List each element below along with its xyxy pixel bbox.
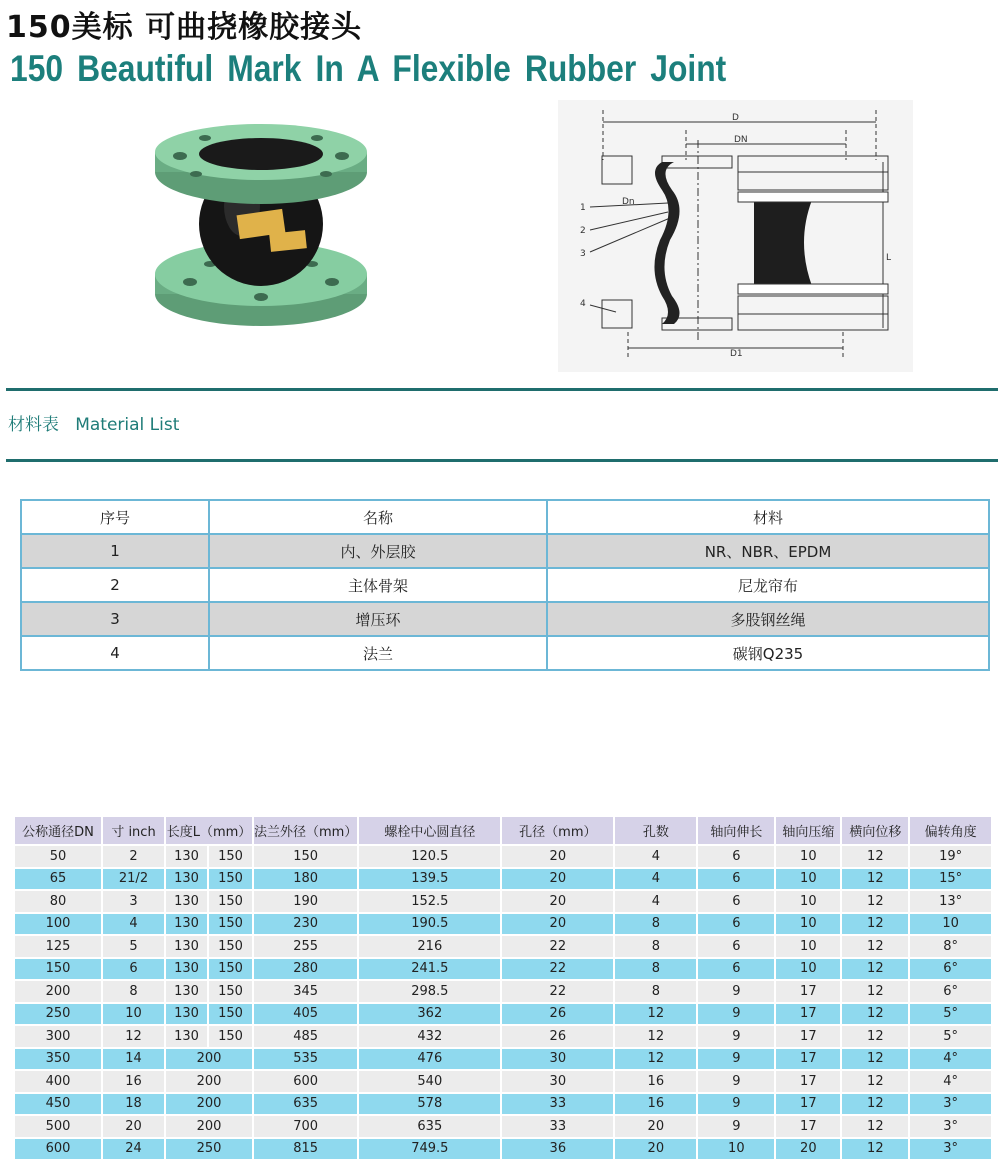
label-part-4: 4 — [580, 299, 586, 309]
table-cell: 法兰 — [209, 636, 547, 670]
table-cell: 3 — [21, 602, 209, 636]
table-row — [21, 636, 989, 670]
table-cell: 6 — [102, 958, 165, 981]
table-cell: 6 — [697, 958, 775, 981]
table-row — [14, 1003, 992, 1026]
table-cell: 150 — [208, 868, 253, 891]
table-cell: 300 — [14, 1025, 102, 1048]
spec-table — [13, 815, 993, 1161]
table-cell: 18 — [102, 1093, 165, 1116]
table-cell: 9 — [697, 1003, 775, 1026]
table-cell: 578 — [358, 1093, 501, 1116]
table-cell: 405 — [253, 1003, 358, 1026]
divider-top — [6, 388, 998, 391]
table-cell: 200 — [165, 1115, 253, 1138]
table-cell: 4 — [102, 913, 165, 936]
table-cell: 5 — [102, 935, 165, 958]
table-row — [14, 958, 992, 981]
table-cell: 190 — [253, 890, 358, 913]
table-cell: 152.5 — [358, 890, 501, 913]
table-cell: 150 — [208, 845, 253, 868]
table-cell: 8 — [614, 913, 697, 936]
label-part-1: 1 — [580, 203, 586, 213]
table-cell: 476 — [358, 1048, 501, 1071]
table-cell: 350 — [14, 1048, 102, 1071]
table-cell: 10 — [775, 935, 841, 958]
table-row — [14, 1025, 992, 1048]
table-cell: 150 — [208, 935, 253, 958]
table-cell: 150 — [208, 1025, 253, 1048]
table-cell: 6 — [697, 913, 775, 936]
table-cell: 主体骨架 — [209, 568, 547, 602]
table-cell: 150 — [14, 958, 102, 981]
table-cell: 12 — [614, 1003, 697, 1026]
table-cell: 9 — [697, 1025, 775, 1048]
table-cell: 130 — [165, 890, 208, 913]
table-cell: 12 — [841, 1025, 909, 1048]
table-cell: 150 — [208, 958, 253, 981]
table-cell: 250 — [14, 1003, 102, 1026]
table-cell: 13° — [909, 890, 992, 913]
table-cell: 4 — [614, 845, 697, 868]
table-cell: 10 — [775, 913, 841, 936]
table-cell: 多股钢丝绳 — [547, 602, 989, 636]
spec-header: 长度L（mm） — [165, 816, 253, 845]
table-cell: 20 — [501, 868, 614, 891]
table-cell: 12 — [841, 1048, 909, 1071]
table-cell: 17 — [775, 1115, 841, 1138]
material-header: 材料 — [547, 500, 989, 534]
table-cell: 3° — [909, 1138, 992, 1161]
table-cell: 815 — [253, 1138, 358, 1161]
table-cell: 17 — [775, 1048, 841, 1071]
table-cell: 8 — [102, 980, 165, 1003]
table-cell: 4 — [614, 868, 697, 891]
table-cell: 尼龙帘布 — [547, 568, 989, 602]
table-cell: 700 — [253, 1115, 358, 1138]
table-cell: 250 — [165, 1138, 253, 1161]
page-title-en: 150 Beautiful Mark In A Flexible Rubber Joint — [10, 48, 727, 89]
divider-bottom — [6, 459, 998, 462]
table-cell: 24 — [102, 1138, 165, 1161]
table-row — [14, 980, 992, 1003]
table-cell: 3° — [909, 1115, 992, 1138]
table-cell: 400 — [14, 1070, 102, 1093]
table-cell: 10 — [775, 845, 841, 868]
table-cell: 600 — [253, 1070, 358, 1093]
table-cell: 150 — [253, 845, 358, 868]
table-cell: 10 — [909, 913, 992, 936]
product-photo — [150, 124, 372, 334]
table-cell: 21/2 — [102, 868, 165, 891]
table-cell: 6° — [909, 958, 992, 981]
table-cell: 22 — [501, 958, 614, 981]
table-cell: 30 — [501, 1048, 614, 1071]
table-cell: 130 — [165, 935, 208, 958]
table-cell: 8 — [614, 935, 697, 958]
table-cell: 150 — [208, 1003, 253, 1026]
table-cell: 10 — [775, 958, 841, 981]
table-cell: 485 — [253, 1025, 358, 1048]
table-cell: 12 — [102, 1025, 165, 1048]
table-cell: 200 — [165, 1070, 253, 1093]
table-cell: 9 — [697, 1115, 775, 1138]
table-cell: 17 — [775, 980, 841, 1003]
table-cell: 26 — [501, 1003, 614, 1026]
table-cell: 2 — [21, 568, 209, 602]
table-cell: 10 — [102, 1003, 165, 1026]
table-cell: 19° — [909, 845, 992, 868]
table-cell: 130 — [165, 1025, 208, 1048]
table-cell: 12 — [614, 1048, 697, 1071]
table-cell: 540 — [358, 1070, 501, 1093]
label-d1: D1 — [730, 349, 743, 359]
material-header-row — [21, 500, 989, 534]
table-cell: 20 — [501, 845, 614, 868]
table-cell: 230 — [253, 913, 358, 936]
label-part-3: 3 — [580, 249, 586, 259]
table-cell: 6 — [697, 890, 775, 913]
table-cell: 17 — [775, 1070, 841, 1093]
table-row — [14, 1070, 992, 1093]
table-cell: 2 — [102, 845, 165, 868]
table-cell: 12 — [841, 1093, 909, 1116]
table-cell: 130 — [165, 1003, 208, 1026]
spec-header: 法兰外径（mm） — [253, 816, 358, 845]
table-cell: 26 — [501, 1025, 614, 1048]
spec-header: 螺栓中心圆直径 — [358, 816, 501, 845]
material-header: 序号 — [21, 500, 209, 534]
table-cell: 450 — [14, 1093, 102, 1116]
table-cell: 635 — [358, 1115, 501, 1138]
table-cell: 120.5 — [358, 845, 501, 868]
table-cell: 16 — [614, 1093, 697, 1116]
table-cell: 125 — [14, 935, 102, 958]
spec-header: 横向位移 — [841, 816, 909, 845]
table-cell: 150 — [208, 980, 253, 1003]
table-row — [14, 868, 992, 891]
table-cell: 10 — [775, 868, 841, 891]
spec-header: 孔数 — [614, 816, 697, 845]
table-cell: 535 — [253, 1048, 358, 1071]
label-dn-small: Dn — [622, 197, 635, 207]
table-cell: 130 — [165, 913, 208, 936]
label-dn: DN — [734, 135, 748, 145]
table-cell: 150 — [208, 890, 253, 913]
table-cell: 5° — [909, 1025, 992, 1048]
table-cell: 298.5 — [358, 980, 501, 1003]
spec-header: 公称通径DN — [14, 816, 102, 845]
table-cell: 200 — [14, 980, 102, 1003]
table-cell: 130 — [165, 845, 208, 868]
table-cell: 22 — [501, 935, 614, 958]
table-cell: 17 — [775, 1003, 841, 1026]
table-cell: 20 — [501, 913, 614, 936]
table-cell: 9 — [697, 1070, 775, 1093]
table-cell: 65 — [14, 868, 102, 891]
table-cell: 362 — [358, 1003, 501, 1026]
table-cell: 8 — [614, 980, 697, 1003]
table-cell: 36 — [501, 1138, 614, 1161]
table-cell: 12 — [841, 890, 909, 913]
table-row — [14, 1115, 992, 1138]
table-cell: 6 — [697, 868, 775, 891]
table-cell: 12 — [841, 935, 909, 958]
table-cell: 9 — [697, 1093, 775, 1116]
table-row — [14, 935, 992, 958]
table-cell: 200 — [165, 1093, 253, 1116]
table-cell: 241.5 — [358, 958, 501, 981]
table-cell: 22 — [501, 980, 614, 1003]
table-cell: 4° — [909, 1048, 992, 1071]
table-cell: 749.5 — [358, 1138, 501, 1161]
table-cell: 80 — [14, 890, 102, 913]
table-cell: 6 — [697, 845, 775, 868]
table-cell: 内、外层胶 — [209, 534, 547, 568]
table-cell: 345 — [253, 980, 358, 1003]
table-cell: 600 — [14, 1138, 102, 1161]
table-cell: 12 — [841, 868, 909, 891]
label-part-2: 2 — [580, 226, 586, 236]
table-row — [14, 1093, 992, 1116]
table-cell: 20 — [614, 1138, 697, 1161]
table-cell: 33 — [501, 1093, 614, 1116]
table-cell: 12 — [841, 1115, 909, 1138]
table-cell: 100 — [14, 913, 102, 936]
table-cell: 碳钢Q235 — [547, 636, 989, 670]
table-cell: 6° — [909, 980, 992, 1003]
spec-header: 孔径（mm） — [501, 816, 614, 845]
spec-header: 寸 inch — [102, 816, 165, 845]
table-cell: 130 — [165, 980, 208, 1003]
table-cell: 30 — [501, 1070, 614, 1093]
table-row — [21, 568, 989, 602]
table-cell: 500 — [14, 1115, 102, 1138]
spec-header: 轴向压缩 — [775, 816, 841, 845]
table-cell: 3 — [102, 890, 165, 913]
table-cell: 16 — [102, 1070, 165, 1093]
table-row — [14, 913, 992, 936]
table-cell: 150 — [208, 913, 253, 936]
spec-header-row — [14, 816, 992, 845]
table-row — [14, 1138, 992, 1161]
table-row — [14, 890, 992, 913]
spec-header: 轴向伸长 — [697, 816, 775, 845]
table-cell: 17 — [775, 1025, 841, 1048]
table-cell: 6 — [697, 935, 775, 958]
table-cell: 14 — [102, 1048, 165, 1071]
table-cell: 12 — [614, 1025, 697, 1048]
table-cell: 5° — [909, 1003, 992, 1026]
table-cell: 17 — [775, 1093, 841, 1116]
table-cell: 9 — [697, 980, 775, 1003]
table-cell: 130 — [165, 958, 208, 981]
table-cell: 20 — [102, 1115, 165, 1138]
table-cell: 4 — [614, 890, 697, 913]
table-cell: 4 — [21, 636, 209, 670]
table-row — [14, 845, 992, 868]
table-cell: 280 — [253, 958, 358, 981]
table-cell: 4° — [909, 1070, 992, 1093]
table-cell: 8° — [909, 935, 992, 958]
table-cell: 1 — [21, 534, 209, 568]
label-l: L — [886, 253, 892, 263]
table-cell: 12 — [841, 1138, 909, 1161]
table-cell: 15° — [909, 868, 992, 891]
table-cell: 12 — [841, 845, 909, 868]
table-cell: 190.5 — [358, 913, 501, 936]
table-cell: 12 — [841, 958, 909, 981]
table-cell: 635 — [253, 1093, 358, 1116]
table-cell: 12 — [841, 1070, 909, 1093]
table-cell: 10 — [775, 890, 841, 913]
table-row — [21, 534, 989, 568]
table-cell: 33 — [501, 1115, 614, 1138]
table-cell: 20 — [775, 1138, 841, 1161]
table-cell: 255 — [253, 935, 358, 958]
table-cell: 200 — [165, 1048, 253, 1071]
page-title-cn: 150美标 可曲挠橡胶接头 — [6, 10, 363, 45]
table-cell: 8 — [614, 958, 697, 981]
table-cell: 16 — [614, 1070, 697, 1093]
label-d: D — [732, 113, 739, 123]
table-cell: 180 — [253, 868, 358, 891]
table-cell: 139.5 — [358, 868, 501, 891]
table-row — [21, 602, 989, 636]
material-header: 名称 — [209, 500, 547, 534]
table-cell: 216 — [358, 935, 501, 958]
table-cell: NR、NBR、EPDM — [547, 534, 989, 568]
table-cell: 130 — [165, 868, 208, 891]
table-row — [14, 1048, 992, 1071]
table-cell: 12 — [841, 980, 909, 1003]
table-cell: 10 — [697, 1138, 775, 1161]
section-title: 材料表 Material List — [8, 415, 180, 435]
spec-header: 偏转角度 — [909, 816, 992, 845]
table-cell: 3° — [909, 1093, 992, 1116]
technical-drawing — [558, 100, 913, 372]
table-cell: 9 — [697, 1048, 775, 1071]
table-cell: 432 — [358, 1025, 501, 1048]
table-cell: 20 — [614, 1115, 697, 1138]
table-cell: 增压环 — [209, 602, 547, 636]
material-table — [20, 499, 990, 671]
table-cell: 20 — [501, 890, 614, 913]
table-cell: 50 — [14, 845, 102, 868]
table-cell: 12 — [841, 1003, 909, 1026]
table-cell: 12 — [841, 913, 909, 936]
